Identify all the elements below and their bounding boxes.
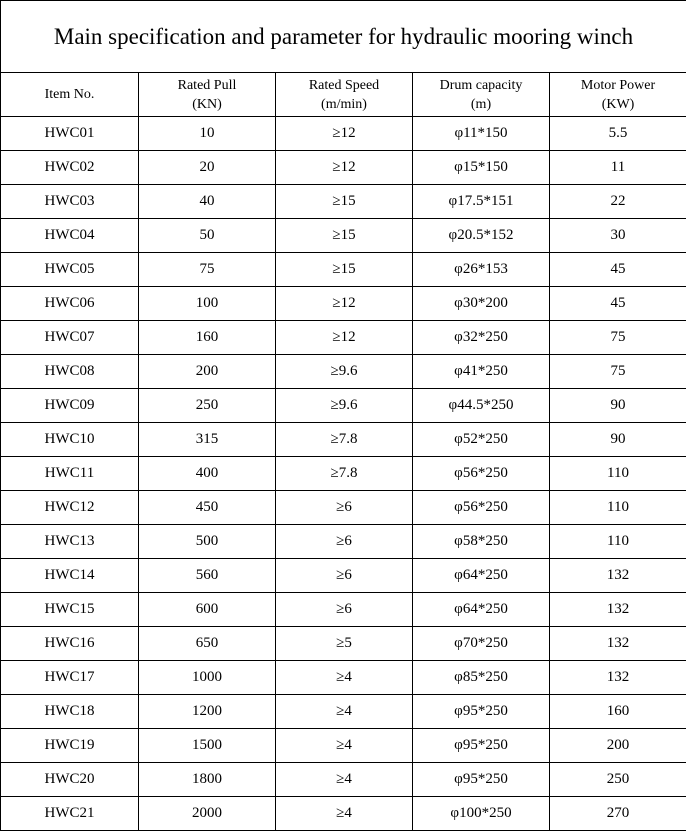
motor-power-cell: 270: [550, 797, 686, 831]
rated-pull-cell: 500: [139, 525, 276, 559]
rated-speed-cell: ≥4: [276, 695, 413, 729]
drum-capacity-cell: φ100*250: [413, 797, 550, 831]
item-no-cell: HWC02: [1, 151, 139, 185]
item-no-cell: HWC21: [1, 797, 139, 831]
table-title: Main specification and parameter for hydraulic mooring winch: [1, 1, 686, 73]
rated-speed-cell: ≥15: [276, 185, 413, 219]
header-line1: Item No.: [45, 87, 95, 102]
rated-pull-cell: 315: [139, 423, 276, 457]
motor-power-cell: 160: [550, 695, 686, 729]
drum-capacity-cell: φ56*250: [413, 491, 550, 525]
rated-speed-cell: ≥12: [276, 151, 413, 185]
rated-speed-cell: ≥4: [276, 797, 413, 831]
table-row: [1, 457, 686, 491]
motor-power-cell: 90: [550, 389, 686, 423]
item-no-cell: HWC14: [1, 559, 139, 593]
header-line2: (KN): [192, 97, 222, 112]
drum-capacity-cell: φ11*150: [413, 117, 550, 151]
motor-power-cell: 5.5: [550, 117, 686, 151]
rated-pull-cell: 650: [139, 627, 276, 661]
drum-capacity-cell: φ30*200: [413, 287, 550, 321]
header-row: [1, 73, 686, 117]
item-no-cell: HWC11: [1, 457, 139, 491]
motor-power-cell: 110: [550, 525, 686, 559]
drum-capacity-cell: φ64*250: [413, 593, 550, 627]
rated-pull-cell: 1000: [139, 661, 276, 695]
drum-capacity-cell: φ95*250: [413, 763, 550, 797]
item-no-cell: HWC09: [1, 389, 139, 423]
drum-capacity-cell: φ95*250: [413, 695, 550, 729]
rated-speed-cell: ≥12: [276, 117, 413, 151]
item-no-cell: HWC13: [1, 525, 139, 559]
item-no-cell: HWC07: [1, 321, 139, 355]
rated-pull-cell: 100: [139, 287, 276, 321]
item-no-cell: HWC15: [1, 593, 139, 627]
header-line2: (KW): [602, 97, 635, 112]
drum-capacity-cell: φ52*250: [413, 423, 550, 457]
table-row: [1, 151, 686, 185]
rated-speed-cell: ≥12: [276, 321, 413, 355]
table-row: [1, 695, 686, 729]
rated-speed-cell: ≥6: [276, 525, 413, 559]
drum-capacity-cell: φ56*250: [413, 457, 550, 491]
item-no-cell: HWC17: [1, 661, 139, 695]
motor-power-cell: 45: [550, 287, 686, 321]
rated-pull-cell: 50: [139, 219, 276, 253]
item-no-cell: HWC10: [1, 423, 139, 457]
header-rated-pull: [139, 73, 276, 117]
table-row: [1, 321, 686, 355]
table-row: [1, 253, 686, 287]
rated-speed-cell: ≥9.6: [276, 389, 413, 423]
rated-pull-cell: 1800: [139, 763, 276, 797]
drum-capacity-cell: φ41*250: [413, 355, 550, 389]
rated-pull-cell: 160: [139, 321, 276, 355]
item-no-cell: HWC16: [1, 627, 139, 661]
drum-capacity-cell: φ32*250: [413, 321, 550, 355]
rated-speed-cell: ≥6: [276, 593, 413, 627]
motor-power-cell: 110: [550, 491, 686, 525]
table-row: [1, 491, 686, 525]
drum-capacity-cell: φ15*150: [413, 151, 550, 185]
table-row: [1, 219, 686, 253]
rated-pull-cell: 560: [139, 559, 276, 593]
drum-capacity-cell: φ20.5*152: [413, 219, 550, 253]
table-row: [1, 185, 686, 219]
table-row: [1, 729, 686, 763]
header-motor-power: [550, 73, 686, 117]
rated-pull-cell: 200: [139, 355, 276, 389]
drum-capacity-cell: φ64*250: [413, 559, 550, 593]
table-row: [1, 763, 686, 797]
drum-capacity-cell: φ70*250: [413, 627, 550, 661]
table-row: [1, 423, 686, 457]
table-row: [1, 525, 686, 559]
table-row: [1, 593, 686, 627]
motor-power-cell: 45: [550, 253, 686, 287]
motor-power-cell: 132: [550, 661, 686, 695]
item-no-cell: HWC05: [1, 253, 139, 287]
rated-speed-cell: ≥5: [276, 627, 413, 661]
rated-speed-cell: ≥6: [276, 491, 413, 525]
rated-pull-cell: 10: [139, 117, 276, 151]
rated-speed-cell: ≥6: [276, 559, 413, 593]
rated-pull-cell: 20: [139, 151, 276, 185]
motor-power-cell: 30: [550, 219, 686, 253]
rated-speed-cell: ≥12: [276, 287, 413, 321]
motor-power-cell: 132: [550, 593, 686, 627]
drum-capacity-cell: φ26*153: [413, 253, 550, 287]
header-line2: (m/min): [321, 97, 367, 112]
motor-power-cell: 22: [550, 185, 686, 219]
table-row: [1, 627, 686, 661]
rated-pull-cell: 2000: [139, 797, 276, 831]
motor-power-cell: 200: [550, 729, 686, 763]
motor-power-cell: 132: [550, 559, 686, 593]
item-no-cell: HWC06: [1, 287, 139, 321]
header-line1: Motor Power: [581, 78, 655, 93]
table-row: [1, 559, 686, 593]
rated-speed-cell: ≥15: [276, 219, 413, 253]
rated-speed-cell: ≥4: [276, 661, 413, 695]
table-body: [1, 117, 686, 831]
title-row: [1, 1, 686, 73]
table-row: [1, 797, 686, 831]
rated-speed-cell: ≥7.8: [276, 423, 413, 457]
header-line2: (m): [471, 97, 491, 112]
rated-pull-cell: 400: [139, 457, 276, 491]
motor-power-cell: 75: [550, 321, 686, 355]
item-no-cell: HWC19: [1, 729, 139, 763]
motor-power-cell: 250: [550, 763, 686, 797]
motor-power-cell: 90: [550, 423, 686, 457]
rated-pull-cell: 250: [139, 389, 276, 423]
rated-speed-cell: ≥15: [276, 253, 413, 287]
header-drum-capacity: [413, 73, 550, 117]
item-no-cell: HWC18: [1, 695, 139, 729]
header-line1: Rated Speed: [309, 78, 379, 93]
drum-capacity-cell: φ58*250: [413, 525, 550, 559]
motor-power-cell: 11: [550, 151, 686, 185]
item-no-cell: HWC12: [1, 491, 139, 525]
drum-capacity-cell: φ95*250: [413, 729, 550, 763]
item-no-cell: HWC08: [1, 355, 139, 389]
header-rated-speed: [276, 73, 413, 117]
item-no-cell: HWC01: [1, 117, 139, 151]
rated-speed-cell: ≥4: [276, 729, 413, 763]
rated-pull-cell: 40: [139, 185, 276, 219]
motor-power-cell: 75: [550, 355, 686, 389]
table-row: [1, 355, 686, 389]
drum-capacity-cell: φ17.5*151: [413, 185, 550, 219]
table-row: [1, 389, 686, 423]
rated-pull-cell: 75: [139, 253, 276, 287]
rated-pull-cell: 1200: [139, 695, 276, 729]
header-line1: Rated Pull: [178, 78, 237, 93]
table-row: [1, 661, 686, 695]
header-item-no: [1, 73, 139, 117]
rated-pull-cell: 450: [139, 491, 276, 525]
item-no-cell: HWC03: [1, 185, 139, 219]
rated-pull-cell: 1500: [139, 729, 276, 763]
rated-speed-cell: ≥7.8: [276, 457, 413, 491]
item-no-cell: HWC20: [1, 763, 139, 797]
rated-speed-cell: ≥4: [276, 763, 413, 797]
motor-power-cell: 132: [550, 627, 686, 661]
drum-capacity-cell: φ85*250: [413, 661, 550, 695]
motor-power-cell: 110: [550, 457, 686, 491]
header-line1: Drum capacity: [440, 78, 523, 93]
rated-pull-cell: 600: [139, 593, 276, 627]
table-row: [1, 287, 686, 321]
item-no-cell: HWC04: [1, 219, 139, 253]
table-row: [1, 117, 686, 151]
drum-capacity-cell: φ44.5*250: [413, 389, 550, 423]
rated-speed-cell: ≥9.6: [276, 355, 413, 389]
